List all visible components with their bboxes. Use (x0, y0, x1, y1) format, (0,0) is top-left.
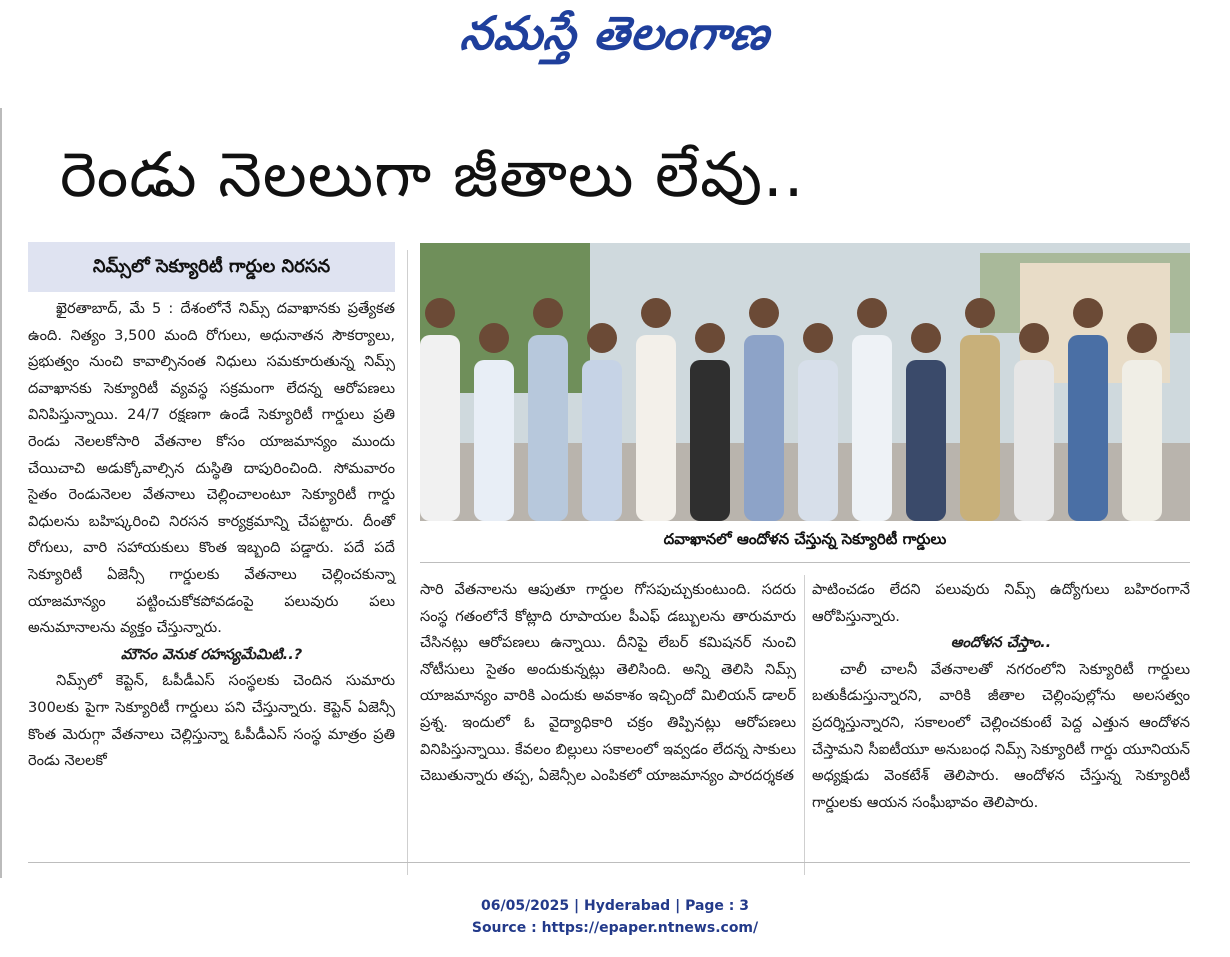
person-head (911, 323, 941, 353)
person-head (641, 298, 671, 328)
person-head (695, 323, 725, 353)
left-border-rule (0, 108, 2, 878)
person-silhouette (1122, 360, 1162, 521)
person-head (1127, 323, 1157, 353)
person-head (425, 298, 455, 328)
subhead-box (28, 242, 395, 292)
section-subheading: ఆందోళన చేస్తాం.. (950, 634, 1052, 652)
person-head (803, 323, 833, 353)
person-silhouette (852, 335, 892, 521)
person-head (965, 298, 995, 328)
person-silhouette (744, 335, 784, 521)
article-column-1 (28, 296, 395, 775)
paragraph: చాలీ చాలనీ వేతనాలతో నగరంలోని సెక్యూరిటీ గార్డులు బతుకీడుస్తున్నారని, వారికి జీతాల చెల్లింపుల్లోను అలసత్వం ప్రదర్శిస్తున్నారని, సకాలంలో చెల్లించకుంటే పెద్ద ఎత్తున ఆందోళన చేస్తామని సీఐటీయూ అనుబంధ నిమ్స్ సెక్యూరిటీ గార్డు యూనియన్ అధ్యక్షుడు వెంకటేశ్ తెలిపారు. ఆందోళన చేస్తున్న సెక్యూరిటీ గార్డులకు ఆయన సంఘీభావం తెలిపారు. (812, 660, 1190, 811)
person-silhouette (636, 335, 676, 521)
bottom-rule (28, 862, 1190, 863)
person-head (587, 323, 617, 353)
news-photo (420, 243, 1190, 521)
newspaper-title: నమస్తే తెలంగాణ (458, 6, 774, 60)
footer-source: Source : https://epaper.ntnews.com/ (471, 920, 759, 936)
person-silhouette (582, 360, 622, 521)
paragraph: సారి వేతనాలను ఆపుతూ గార్డుల గోసపుచ్చుకుంటుంది. సదరు సంస్థ గతంలోనే కోట్లాది రూపాయల పీఎఫ్ డబ్బులను తారుమారు చేసినట్లు ఆరోపణలు ఉన్నాయి. దీనిపై లేబర్ కమిషనర్ నుంచి నోటీసులు సైతం అందుకున్నట్లు తెలిసింది. అన్ని తెలిసి నిమ్స్ యాజమాన్యం వారికి ఎందుకు అవకాశం ఇచ్చిందో మిలియన్ డాలర్ ప్రశ్న. ఇందులో ఓ వైద్యాధికారి చక్రం తిప్పినట్లు ఆరోపణలు వినిపిస్తున్నాయి. కేవలం బిల్లులు సకాలంలో ఇవ్వడం లేదన్న సాకులు చెబుతున్నారు తప్ప, ఏజెన్సీల ఎంపికలో యాజమాన్యం పారదర్శకత (420, 581, 796, 785)
person-head (1073, 298, 1103, 328)
column-divider (407, 250, 408, 875)
person-head (533, 298, 563, 328)
subhead: నిమ్స్‌లో సెక్యూరిటీ గార్డుల నిరసన (92, 256, 331, 277)
article-column-3 (812, 577, 1190, 816)
photo-caption: దవాఖానలో ఆందోళన చేస్తున్న సెక్యూరిటీ గార్డులు (663, 530, 947, 548)
person-head (479, 323, 509, 353)
section-subheading: మౌనం వెనుక రహస్యమేమిటి..? (120, 645, 303, 663)
person-silhouette (420, 335, 460, 521)
person-head (749, 298, 779, 328)
person-silhouette (798, 360, 838, 521)
paragraph: నిమ్స్‌లో కెప్టెన్, ఓపీడీఎస్ సంస్థలకు చెందిన సుమారు 300లకు పైగా సెక్యూరిటీ గార్డులు పని చేస్తున్నారు. కెప్టెన్ ఏజెన్సీ కొంత మెరుగ్గా వేతనాలు చెల్లిస్తున్నా ఓపీడీఎస్ సంస్థ మాత్రం ప్రతి రెండు నెలలకో (28, 672, 395, 770)
person-silhouette (960, 335, 1000, 521)
footer-date-page: 06/05/2025 | Hyderabad | Page : 3 (480, 898, 750, 914)
person-head (857, 298, 887, 328)
person-silhouette (474, 360, 514, 521)
caption-rule (420, 562, 1190, 563)
person-silhouette (1014, 360, 1054, 521)
paragraph: ఖైరతాబాద్, మే 5 : దేశంలోనే నిమ్స్ దవాఖానకు ప్రత్యేకత ఉంది. నిత్యం 3,500 మంది రోగులు, అధునాతన సౌకర్యాలు, ప్రభుత్వం నుంచి కావాల్సినంత నిధులు సమకూరుతున్న నిమ్స్ దవాఖానకు సెక్యూరిటీ వ్యవస్థ సక్రమంగా లేదన్న ఆరోపణలు వినిపిస్తున్నాయి. 24/7 రక్షణగా ఉండే సెక్యూరిటీ గార్డులు ప్రతి రెండు నెలలకోసారి వేతనాల కోసం యాజమాన్యం ముందు చేయిచాచి అడుక్కోవాల్సిన దుస్థితి దాపురించింది. సోమవారం సైతం రెండునెలల వేతనాలు చెల్లించాలంటూ సెక్యూరిటీ గార్డు విధులను బహిష్కరించి నిరసన కార్యక్రమాన్ని చేపట్టారు. దీంతో రోగులు, వారి సహాయకులు కొంత ఇబ్బంది పడ్డారు. పదే పదే సెక్యూరిటీ ఏజెన్సీ గార్డులకు వేతనాలు చెల్లించకున్నా యాజమాన్యం పట్టించుకోకపోవడంపై పలువురు పలు అనుమానాలను వ్యక్తం చేస్తున్నారు. (28, 300, 395, 637)
protest-photo (420, 243, 1190, 521)
column-divider (804, 575, 805, 875)
person-silhouette (1068, 335, 1108, 521)
person-silhouette (906, 360, 946, 521)
footer (0, 895, 1230, 939)
person-head (1019, 323, 1049, 353)
person-silhouette (690, 360, 730, 521)
paragraph: పాటించడం లేదని పలువురు నిమ్స్ ఉద్యోగులు బహిరంగానే ఆరోపిస్తున్నారు. (812, 581, 1190, 625)
article-column-2 (420, 577, 796, 790)
person-silhouette (528, 335, 568, 521)
headline: రెండు నెలలుగా జీతాలు లేవు.. (60, 138, 805, 211)
masthead (0, 0, 1230, 80)
